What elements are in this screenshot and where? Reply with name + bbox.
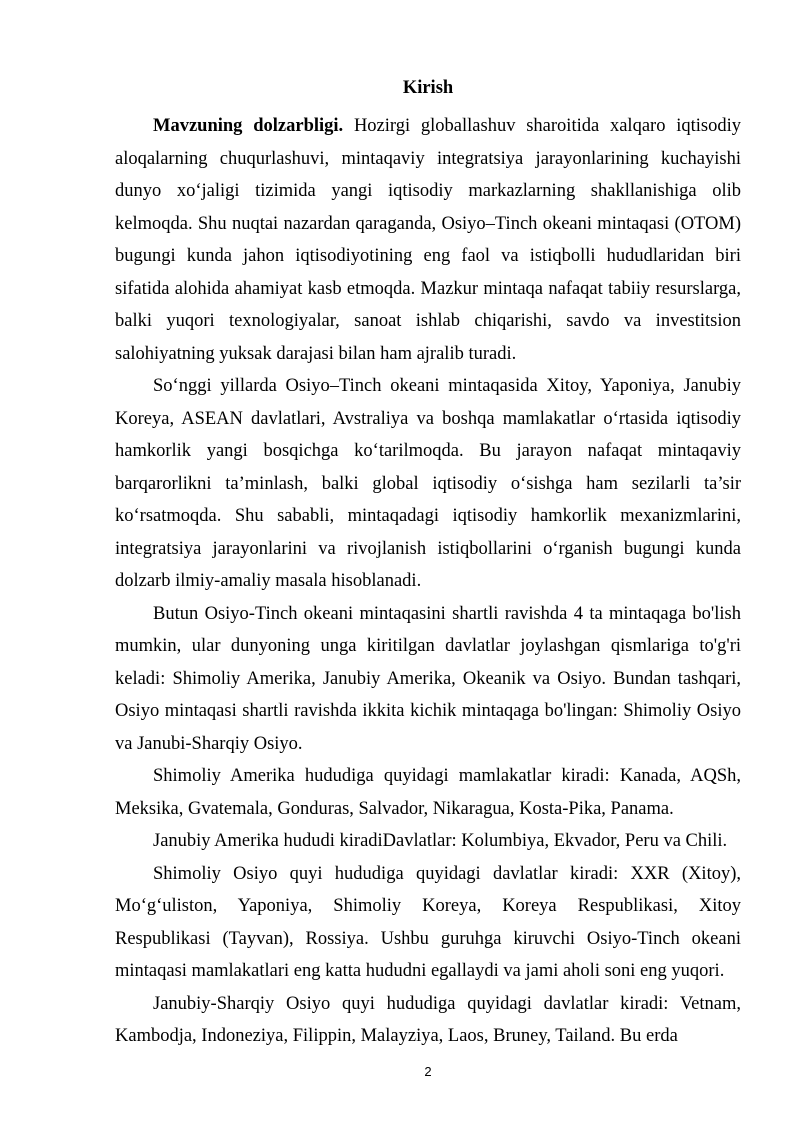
paragraph-regions: Butun Osiyo-Tinch okeani mintaqasini shartli ravishda 4 ta mintaqaga bo'lish mumkin, ular dunyoning unga kiritilgan davlatlar joylashgan qismlariga to'g'ri keladi: Shimoliy Amerika, Janubiy Amerika, Okeanik va Osiyo. Bundan tashqari, Osiyo mintaqasi shartli ravishda ikkita kichik mintaqaga bo'lingan: Shimoliy Osiyo va Janubi-Sharqiy Osiyo. [115, 603, 741, 754]
paragraph-relevance [115, 110, 741, 370]
body-text [115, 110, 741, 1053]
paragraph-lead: Mavzuning dolzarbligi. [153, 116, 344, 136]
page-number: 2 [424, 1064, 432, 1079]
paragraph-south-america: Janubiy Amerika hududi kiradiDavlatlar: Kolumbiya, Ekvador, Peru va Chili. [153, 831, 728, 851]
paragraph-cooperation: So‘nggi yillarda Osiyo–Tinch okeani mintaqasida Xitoy, Yaponiya, Janubiy Koreya, ASEAN davlatlari, Avstraliya va boshqa mamlakatlar o‘rtasida iqtisodiy hamkorlik yangi bosqichga ko‘tarilmoqda. Bu jarayon nafaqat mintaqaviy barqarorlikni ta’minlash, balki global iqtisodiy o‘sishga ham sezilarli ta’sir ko‘rsatmoqda. Shu sababli, mintaqadagi iqtisodiy hamkorlik mexanizmlarini, integratsiya jarayonlarini va rivojlanish istiqbollarini o‘rganish bugungi kunda dolzarb ilmiy-amaliy masala hisoblanadi. [115, 376, 741, 591]
paragraph-north-america: Shimoliy Amerika hududiga quyidagi mamlakatlar kiradi: Kanada, AQSh, Meksika, Gvatemala, Gonduras, Salvador, Nikaragua, Kosta-Pika, Panama. [115, 766, 741, 819]
page-title: Kirish [402, 78, 454, 98]
paragraph-southeast-asia: Janubiy-Sharqiy Osiyo quyi hududiga quyidagi davlatlar kiradi: Vetnam, Kambodja, Indoneziya, Filippin, Malayziya, Laos, Bruney, Tailand. Bu erda [115, 993, 741, 1046]
paragraph-text: Hozirgi globallashuv sharoitida xalqaro iqtisodiy aloqalarning chuqurlashuvi, mintaqaviy integratsiya jarayonlarining kuchayishi dunyo xo‘jaligi tizimida yangi iqtisodiy markazlarning shakllanishiga olib kelmoqda. Shu nuqtai nazardan qaraganda, Osiyo–Tinch okeani mintaqasi (OTOM) bugungi kunda jahon iqtisodiyotining eng faol va istiqbolli hududlaridan biri sifatida alohida ahamiyat kasb etmoqda. Mazkur mintaqa nafaqat tabiiy resurslarga, balki yuqori texnologiyalar, sanoat ishlab chiqarishi, savdo va investitsion salohiyatning yuksak darajasi bilan ham ajralib turadi. [115, 116, 741, 364]
paragraph-north-asia: Shimoliy Osiyo quyi hududiga quyidagi davlatlar kiradi: XXR (Xitoy), Mo‘g‘uliston, Yaponiya, Shimoliy Koreya, Koreya Respublikasi, Xitoy Respublikasi (Tayvan), Rossiya. Ushbu guruhga kiruvchi Osiyo-Tinch okeani mintaqasi mamlakatlari eng katta hududni egallaydi va jami aholi soni eng yuqori. [115, 863, 741, 981]
